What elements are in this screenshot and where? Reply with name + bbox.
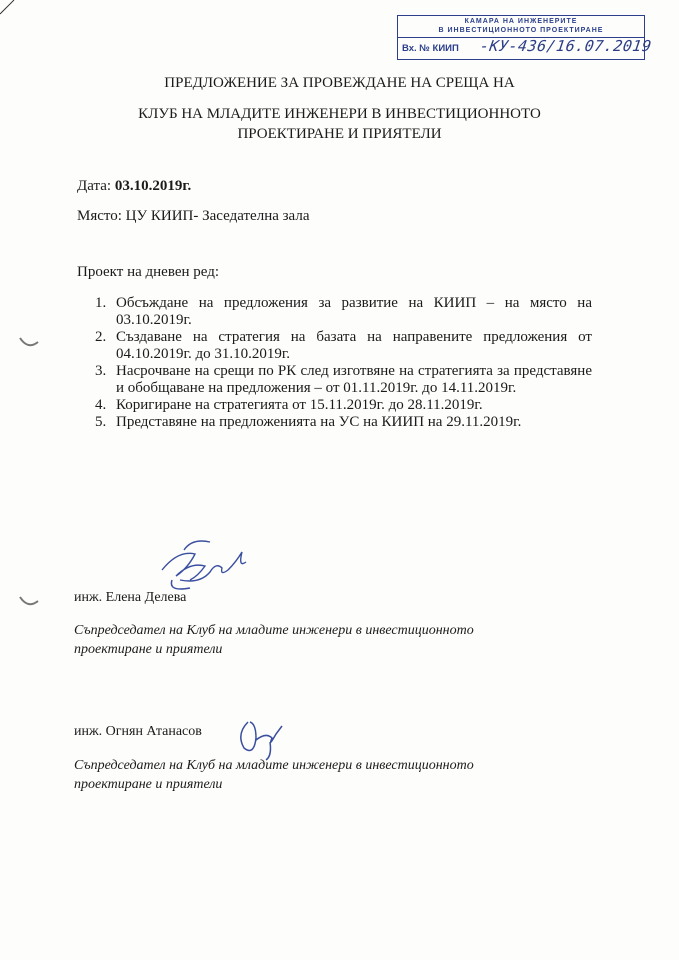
stamp-org-line-1: КАМАРА НА ИНЖЕНЕРИТЕ (464, 18, 578, 25)
agenda-item-number: 4. (95, 397, 107, 413)
punch-hole-mark (18, 595, 40, 609)
signatory-name: инж. Огнян Атанасов (74, 724, 202, 739)
agenda-item (95, 295, 592, 329)
meeting-place (77, 208, 310, 225)
punch-hole-mark (18, 336, 40, 350)
place-value: ЦУ КИИП- Заседателна зала (125, 208, 310, 224)
agenda-item-number: 2. (95, 329, 107, 345)
agenda-heading: Проект на дневен ред: (77, 264, 220, 280)
agenda-item (95, 329, 592, 363)
place-label: Място: (77, 208, 122, 224)
agenda-item-text: Коригиране на стратегията от 15.11.2019г. до 28.11.2019г. (116, 397, 483, 413)
signatory-role: Съпредседател на Клуб на младите инженери в инвестиционното проектиране и приятели (74, 758, 474, 792)
agenda-item (95, 363, 592, 397)
agenda-item-text: Насрочване на срещи по РК след изготвяне на стратегията за представяне и обобщаване на предложения – от 01.11.2019г. до 14.11.2019г. (116, 363, 592, 396)
registration-stamp (397, 15, 653, 60)
agenda-list (95, 295, 592, 431)
title-line-2: КЛУБ НА МЛАДИТЕ ИНЖЕНЕРИ В ИНВЕСТИЦИОННОТО (138, 106, 541, 122)
agenda-item-number: 5. (95, 414, 107, 430)
agenda-item-number: 3. (95, 363, 107, 379)
title-line-1: ПРЕДЛОЖЕНИЕ ЗА ПРОВЕЖДАНЕ НА СРЕЩА НА (164, 75, 515, 91)
title-line-3: ПРОЕКТИРАНЕ И ПРИЯТЕЛИ (237, 126, 442, 142)
corner-scan-mark (0, 0, 30, 30)
agenda-item-text: Създаване на стратегия на базата на направените предложения от 04.10.2019г. до 31.10.2019г. (116, 329, 592, 362)
agenda-item (95, 397, 592, 414)
stamp-reg-label: Вх. № КИИП (402, 43, 459, 54)
date-value: 03.10.2019г. (114, 178, 192, 194)
agenda-item-text: Обсъждане на предложения за развитие на КИИП – на място на 03.10.2019г. (116, 295, 592, 328)
agenda-item (95, 414, 592, 431)
agenda-item-text: Представяне на предложенията на УС на КИИП на 29.11.2019г. (116, 414, 522, 430)
signatory-name: инж. Елена Делева (74, 590, 187, 605)
stamp-org-line-2: В ИНВЕСТИЦИОННОТО ПРОЕКТИРАНЕ (438, 27, 604, 34)
meeting-date (77, 178, 191, 195)
stamp-organization (398, 16, 644, 38)
signatory-role: Съпредседател на Клуб на младите инженери в инвестиционното проектиране и приятели (74, 623, 474, 657)
date-label: Дата: (77, 178, 112, 194)
agenda-item-number: 1. (95, 295, 107, 311)
signature-atanasov (232, 712, 292, 762)
stamp-reg-number: -КУ-436/16.07.2019 (478, 37, 653, 55)
